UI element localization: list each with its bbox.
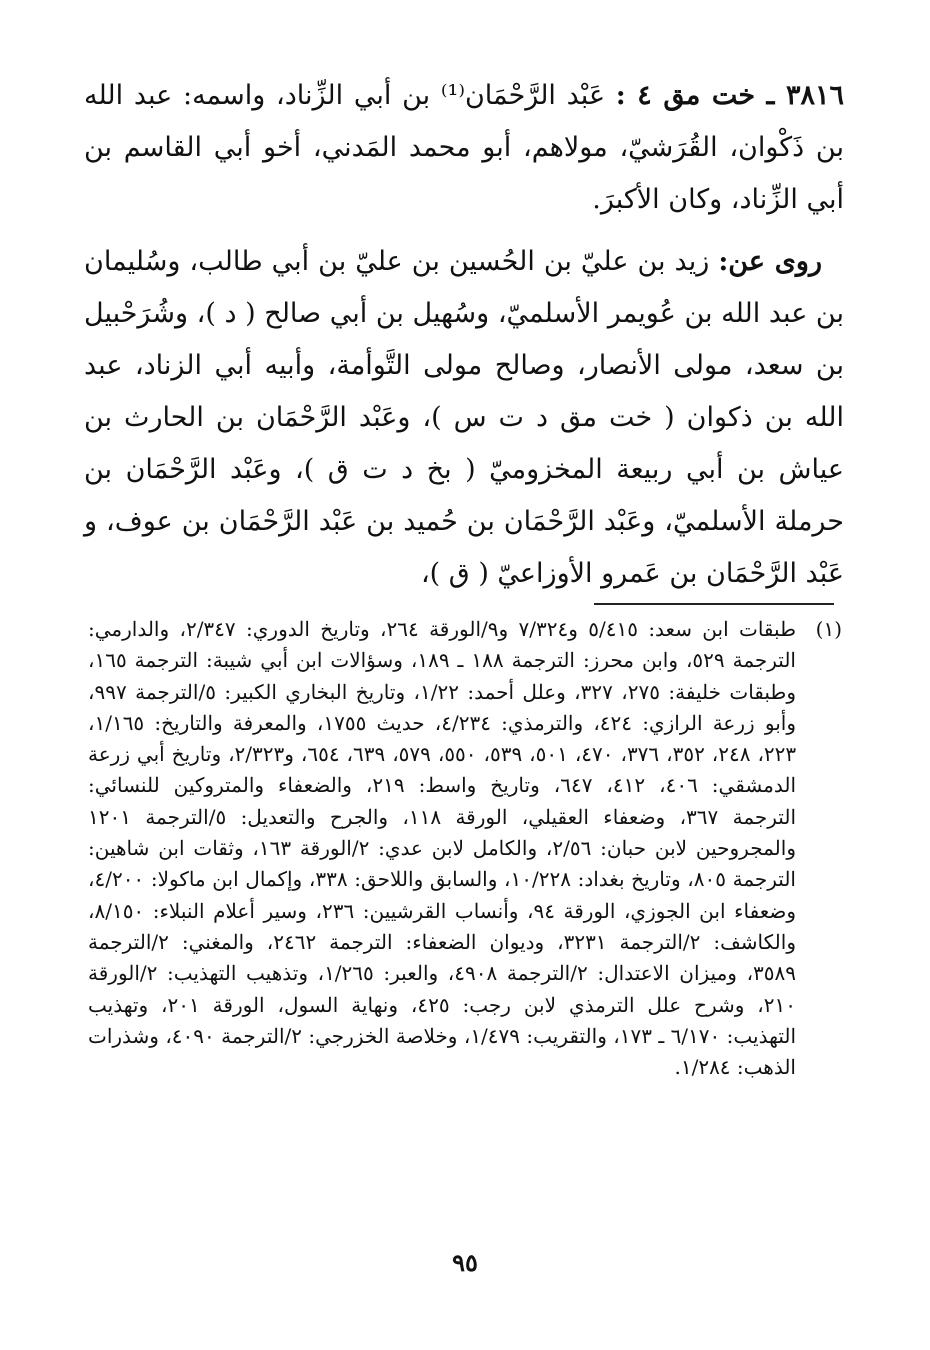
entry-paragraph [84, 70, 844, 226]
footnote-item [88, 614, 842, 1083]
narrators-label: روى عن: [718, 246, 822, 277]
footnotes [88, 614, 842, 1083]
footnote-marker: (١) [815, 617, 842, 641]
main-text [84, 70, 844, 600]
narrators-paragraph [84, 236, 844, 600]
entry-header-text: عَبْد الرَّحْمَان⁽¹⁾ بن أبي الزِّناد، واسمه: عبد الله بن ذَكْوان، القُرَشيّ، مولاهم، أبو محمد المَدني، أخو أبي القاسم بن أبي الزِّناد، وكان الأكبرَ. [84, 80, 844, 215]
narrators-text: زيد بن عليّ بن الحُسين بن عليّ بن أبي طالب، وسُليمان بن عبد الله بن عُويمر الأسلميّ، وسُهيل بن أبي صالح ( د )، وشُرَحْبيل بن سعد، مولى الأنصار، وصالح مولى التَّوأمة، وأبيه أبي الزناد، عبد الله بن ذكوان ( خت مق د ت س )، وعَبْد الرَّحْمَان بن الحارث بن عياش بن أبي ربيعة المخزوميّ ( بخ د ت ق )، وعَبْد الرَّحْمَان بن حرملة الأسلميّ، وعَبْد الرَّحْمَان بن حُميد بن عَبْد الرَّحْمَان بن عوف، و عَبْد الرَّحْمَان بن عَمرو الأوزاعيّ ( ق )، [84, 246, 844, 589]
entry-code: ٣٨١٦ ـ خت مق ٤ : [615, 80, 844, 111]
footnote-text: طبقات ابن سعد: ٥/٤١٥ و٧/٣٢٤ و٩/الورقة ٢٦٤، وتاريخ الدوري: ٢/٣٤٧، والدارمي: الترجمة ٥٢٩، وابن محرز: الترجمة ١٨٨ ـ ١٨٩، وسؤالات ابن أبي شيبة: الترجمة ١٦٥، وطبقات خليفة: ٢٧٥، ٣٢٧، وعلل أحمد: ١/٢٢، وتاريخ البخاري الكبير: ٥/الترجمة ٩٩٧، وأبو زرعة الرازي: ٤٢٤، والترمذي: ٤/٢٣٤، حديث ١٧٥٥، والمعرفة والتاريخ: ١/١٦٥، ٢٢٣، ٢٤٨، ٣٥٢، ٣٧٦، ٤٧٠، ٥٠١، ٥٣٩، ٥٥٠، ٥٧٩، ٦٣٩، ٦٥٤، و٢/٣٢٣، وتاريخ أبي زرعة الدمشقي: ٤٠٦، ٤١٢، ٦٤٧، وتاريخ واسط: ٢١٩، والضعفاء والمتروكين للنسائي: الترجمة ٣٦٧، وضعفاء العقيلي، الورقة ١١٨، والجرح والتعديل: ٥/الترجمة ١٢٠١ والمجروحين لابن حبان: ٢/٥٦، والكامل لابن عدي: ٢/الورقة ١٦٣، وثقات ابن شاهين: الترجمة ٨٠٥، وتاريخ بغداد: ١٠/٢٢٨، والسابق واللاحق: ٣٣٨، وإكمال ابن ماكولا: ٤/٢٠٠، وضعفاء ابن الجوزي، الورقة ٩٤، وأنساب القرشيين: ٢٣٦، وسير أعلام النبلاء: ٨/١٥٠، والكاشف: ٢/الترجمة ٣٢٣١، وديوان الضعفاء: الترجمة ٢٤٦٢، والمغني: ٢/الترجمة ٣٥٨٩، وميزان الاعتدال: ٢/الترجمة ٤٩٠٨، والعبر: ١/٢٦٥، وتذهيب التهذيب: ٢/الورقة ٢١٠، وشرح علل الترمذي لابن رجب: ٤٢٥، ونهاية السول، الورقة ٢٠١، وتهذيب التهذيب: ٦/١٧٠ ـ ١٧٣، والتقريب: ١/٤٧٩، وخلاصة الخزرجي: ٢/الترجمة ٤٠٩٠، وشذرات الذهب: ١/٢٨٤. [88, 617, 797, 1080]
footnote-separator [594, 603, 834, 605]
page-number: ٩٥ [452, 1248, 478, 1277]
